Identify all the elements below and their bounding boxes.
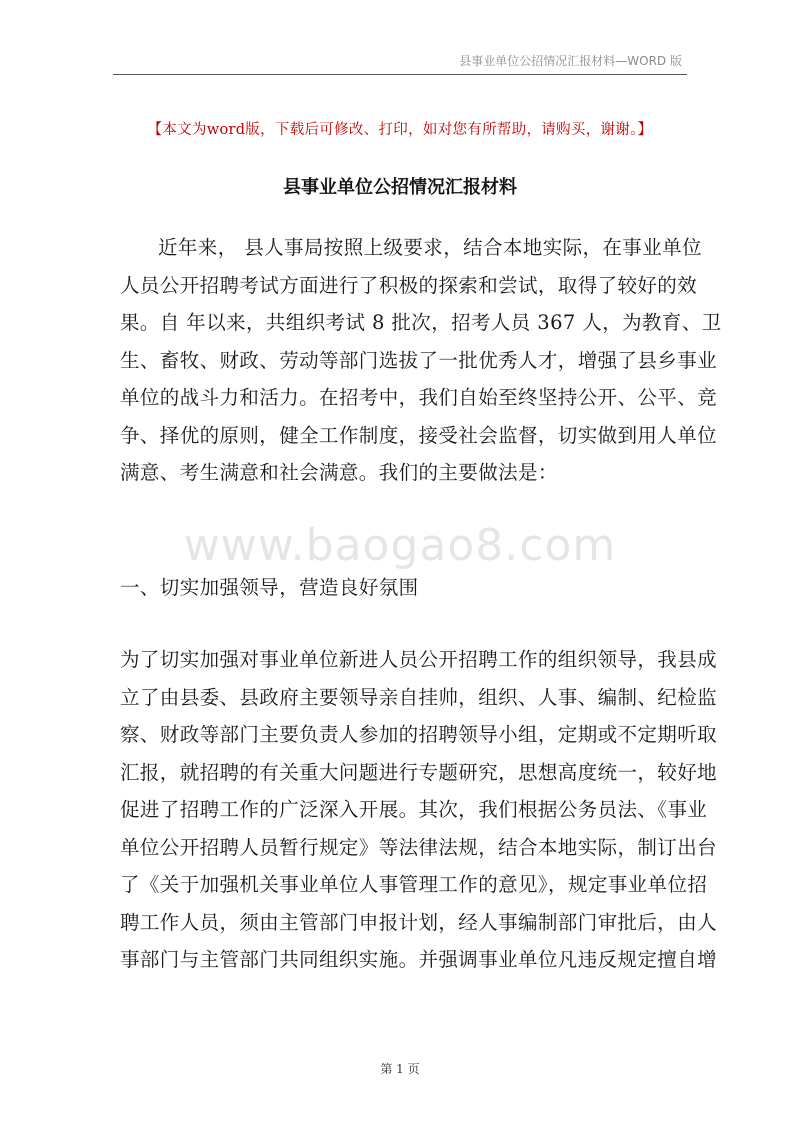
intro-paragraph [120, 229, 722, 492]
section-heading: 一、切实加强领导，营造良好氛围 [120, 576, 419, 599]
paragraph-line: 为了切实加强对事业单位新进人员公开招聘工作的组织领导，我县成 [120, 648, 718, 671]
paragraph-line: 争、择优的原则，健全工作制度，接受社会监督，切实做到用人单位 [120, 423, 718, 447]
paragraph-line: 人员公开招聘考试方面进行了积极的探索和尝试，取得了较好的效 [120, 273, 698, 297]
paragraph-line: 了《关于加强机关事业单位人事管理工作的意见》，规定事业单位招 [120, 873, 708, 896]
paragraph-line: 促进了招聘工作的广泛深入开展。其次，我们根据公务员法、《事业 [120, 798, 708, 821]
paragraph-line: 近年来， 县人事局按照上级要求，结合本地实际，在事业单位 [158, 236, 702, 259]
document-title: 县事业单位公招情况汇报材料 [283, 177, 517, 198]
purchase-notice: 【本文为word版，下载后可修改、打印，如对您有所帮助，请购买，谢谢。】 [147, 122, 653, 138]
paragraph-line: 事部门与主管部门共同组织实施。并强调事业单位凡违反规定擅自增 [120, 948, 718, 971]
paragraph-line: 聘工作人员，须由主管部门申报计划，经人事编制部门审批后，由人 [120, 910, 718, 934]
paragraph-line: 单位的战斗力和活力。在招考中，我们自始至终坚持公开、公平、竞 [120, 386, 718, 409]
page-number: 第 1 页 [380, 1062, 420, 1076]
paragraph-line: 生、畜牧、财政、劳动等部门选拔了一批优秀人才，增强了县乡事业 [120, 348, 718, 372]
running-header: 县事业单位公招情况汇报材料—WORD 版 [459, 54, 682, 68]
watermark: www.baogao8.com [183, 520, 617, 571]
paragraph-line: 满意、考生满意和社会满意。我们的主要做法是： [120, 461, 558, 484]
paragraph-line: 立了由县委、县政府主要领导亲自挂帅，组织、人事、编制、纪检监 [120, 685, 718, 709]
paragraph-line: 汇报，就招聘的有关重大问题进行专题研究，思想高度统一，较好地 [120, 760, 718, 784]
header-divider [113, 74, 687, 75]
paragraph-line: 察、财政等部门主要负责人参加的招聘领导小组，定期或不定期听取 [120, 723, 718, 746]
paragraph-line: 单位公开招聘人员暂行规定》等法律法规，结合本地实际，制订出台 [120, 835, 718, 859]
paragraph-line: 果。自 年以来，共组织考试 8 批次，招考人员 367 人，为教育、卫 [120, 311, 722, 334]
section1-paragraph [120, 641, 718, 979]
